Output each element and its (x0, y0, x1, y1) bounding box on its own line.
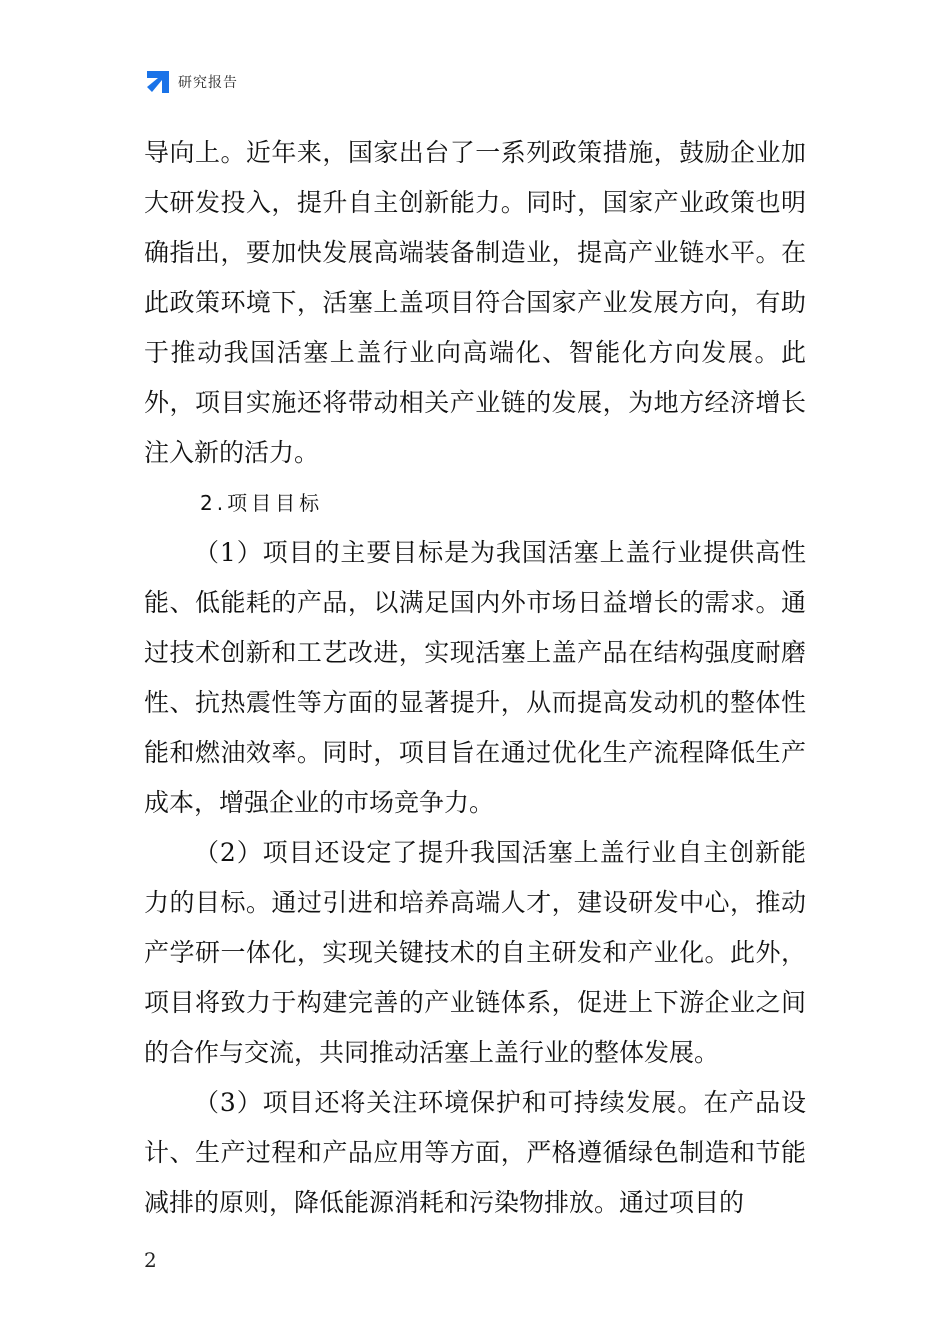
body-paragraph: （1）项目的主要目标是为我国活塞上盖行业提供高性能、低能耗的产品，以满足国内外市场日益增长的需求。通过技术创新和工艺改进，实现活塞上盖产品在结构强度耐磨性、抗热震性等方面的显著提升，从而提高发动机的整体性能和燃油效率。同时，项目旨在通过优化生产流程降低生产成本，增强企业的市场竞争力。 (144, 538, 806, 817)
document-body (144, 128, 806, 1228)
report-header (144, 68, 238, 96)
section-heading: 2.项目目标 (200, 491, 324, 515)
body-paragraph: （2）项目还设定了提升我国活塞上盖行业自主创新能力的目标。通过引进和培养高端人才，建设研发中心，推动产学研一体化，实现关键技术的自主研发和产业化。此外，项目将致力于构建完善的产业链体系，促进上下游企业之间的合作与交流，共同推动活塞上盖行业的整体发展。 (144, 838, 806, 1067)
header-title: 研究报告 (178, 75, 238, 91)
body-paragraph: （3）项目还将关注环境保护和可持续发展。在产品设计、生产过程和产品应用等方面，严格遵循绿色制造和节能减排的原则，降低能源消耗和污染物排放。通过项目的 (144, 1088, 806, 1217)
arrow-up-right-icon (144, 68, 172, 96)
body-paragraph: 导向上。近年来，国家出台了一系列政策措施，鼓励企业加大研发投入，提升自主创新能力。同时，国家产业政策也明确指出，要加快发展高端装备制造业，提高产业链水平。在此政策环境下，活塞上盖项目符合国家产业发展方向，有助于推动我国活塞上盖行业向高端化、智能化方向发展。此外，项目实施还将带动相关产业链的发展，为地方经济增长注入新的活力。 (144, 138, 806, 467)
page-number: 2 (144, 1248, 157, 1272)
